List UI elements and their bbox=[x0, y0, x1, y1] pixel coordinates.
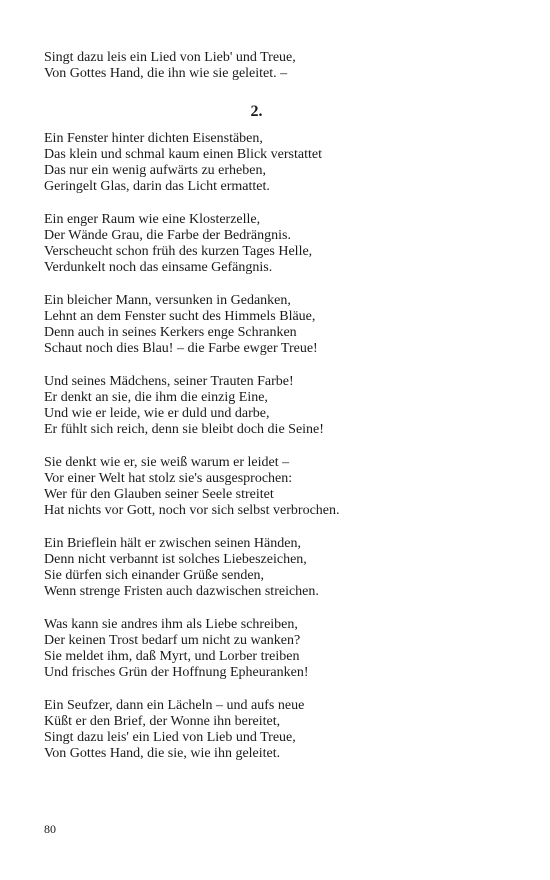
intro-stanza bbox=[44, 50, 514, 82]
verse-line: Lehnt an dem Fenster sucht des Himmels Bläue, bbox=[44, 309, 316, 324]
verse-line: Ein Seufzer, dann ein Lächeln – und aufs neue bbox=[44, 698, 305, 713]
verse-line: Ein enger Raum wie eine Klosterzelle, bbox=[44, 212, 261, 227]
verse-line: Und wie er leide, wie er duld und darbe, bbox=[44, 406, 270, 421]
verse-line: Von Gottes Hand, die ihn wie sie geleitet. – bbox=[44, 66, 288, 81]
verse-line: Der keinen Trost bedarf um nicht zu wanken? bbox=[44, 633, 301, 648]
stanza bbox=[44, 293, 514, 357]
verse-line: Was kann sie andres ihm als Liebe schreiben, bbox=[44, 617, 298, 632]
stanza bbox=[44, 617, 514, 681]
verse-line: Wer für den Glauben seiner Seele streitet bbox=[44, 487, 274, 502]
verse-line: Der Wände Grau, die Farbe der Bedrängnis. bbox=[44, 228, 291, 243]
section-number: 2. bbox=[250, 103, 263, 120]
stanza bbox=[44, 374, 514, 438]
verse-line: Denn auch in seines Kerkers enge Schranken bbox=[44, 325, 297, 340]
verse-line: Verscheucht schon früh des kurzen Tages Helle, bbox=[44, 244, 313, 259]
verse-line: Das nur ein wenig aufwärts zu erheben, bbox=[44, 163, 266, 178]
verse-line: Wenn strenge Fristen auch dazwischen streichen. bbox=[44, 584, 319, 599]
verse-line: Sie denkt wie er, sie weiß warum er leidet – bbox=[44, 455, 290, 470]
stanza bbox=[44, 131, 514, 195]
verse-line: Hat nichts vor Gott, noch vor sich selbst verbrochen. bbox=[44, 503, 340, 518]
verse-line: Geringelt Glas, darin das Licht ermattet. bbox=[44, 179, 270, 194]
verse-line: Singt dazu leis ein Lied von Lieb' und Treue, bbox=[44, 50, 296, 65]
verse-line: Sie dürfen sich einander Grüße senden, bbox=[44, 568, 265, 583]
verse-line: Küßt er den Brief, der Wonne ihn bereitet, bbox=[44, 714, 281, 729]
verse-line: Vor einer Welt hat stolz sie's ausgesprochen: bbox=[44, 471, 293, 486]
stanza bbox=[44, 212, 514, 276]
verse-line: Er fühlt sich reich, denn sie bleibt doch die Seine! bbox=[44, 422, 324, 437]
verse-line: Von Gottes Hand, die sie, wie ihn geleitet. bbox=[44, 746, 281, 761]
verse-line: Schaut noch dies Blau! – die Farbe ewger Treue! bbox=[44, 341, 318, 356]
verse-line: Ein bleicher Mann, versunken in Gedanken, bbox=[44, 293, 291, 308]
verse-line: Singt dazu leis' ein Lied von Lieb und Treue, bbox=[44, 730, 296, 745]
verse-line: Und seines Mädchens, seiner Trauten Farbe! bbox=[44, 374, 294, 389]
stanza bbox=[44, 698, 514, 762]
verse-line: Ein Fenster hinter dichten Eisenstäben, bbox=[44, 131, 263, 146]
poem-page bbox=[44, 50, 514, 779]
verse-line: Und frisches Grün der Hoffnung Epheuranken! bbox=[44, 665, 309, 680]
verse-line: Er denkt an sie, die ihm die einzig Eine, bbox=[44, 390, 268, 405]
verse-line: Das klein und schmal kaum einen Blick verstattet bbox=[44, 147, 322, 162]
stanza bbox=[44, 536, 514, 600]
verse-line: Verdunkelt noch das einsame Gefängnis. bbox=[44, 260, 273, 275]
verse-line: Sie meldet ihm, daß Myrt, und Lorber treiben bbox=[44, 649, 300, 664]
stanza bbox=[44, 455, 514, 519]
verse-line: Ein Brieflein hält er zwischen seinen Händen, bbox=[44, 536, 301, 551]
verse-line: Denn nicht verbannt ist solches Liebeszeichen, bbox=[44, 552, 307, 567]
page-number: 80 bbox=[44, 822, 56, 836]
